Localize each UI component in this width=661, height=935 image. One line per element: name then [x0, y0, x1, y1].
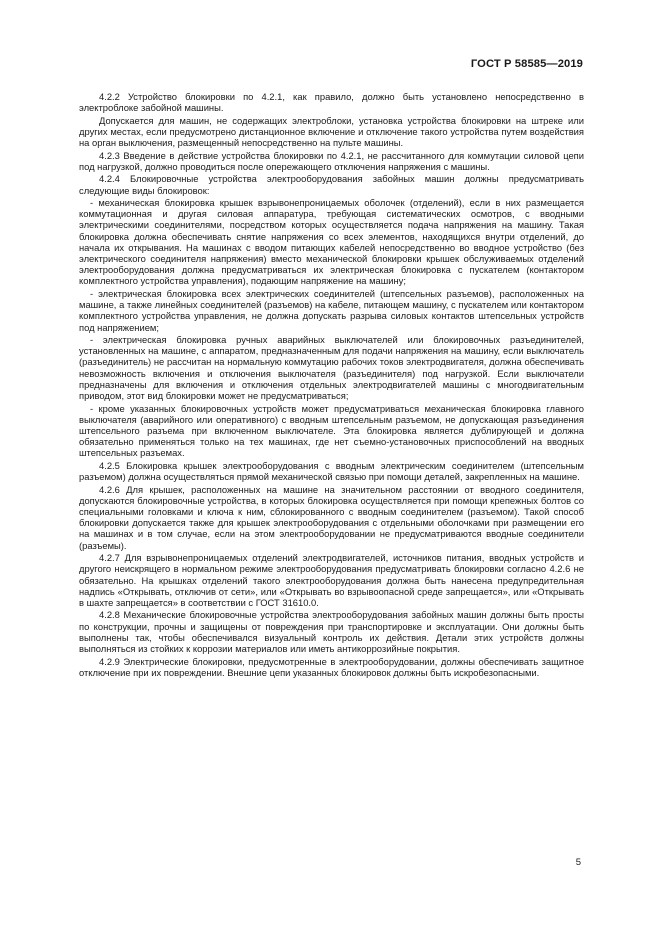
paragraph-4-2-2-note: Допускается для машин, не содержащих электроблоки, установка устройства блокировки на штреке или других местах, если предусмотрено дистанционное включение и отключение такого устройства путем воздействия на орган выключения, размещенный непосредственно на пульте машины. — [79, 114, 584, 149]
page-number: 5 — [575, 857, 581, 868]
paragraph-4-2-7: 4.2.7 Для взрывонепроницаемых отделений электродвигателей, источников питания, вводных устройств и другого неискрящего в нормальном режиме электрооборудования предусматривать блокировки согласно 4.2.6 не обязательно. На крышках отделений такого электрооборудования должна быть нанесена предупредительная надпись «Открывать, отключив от сети», или «Открывать во взрывоопасной среде запрещается», или «Открывать в шахте запрещается» в соответствии с ГОСТ 31610.0. — [79, 552, 584, 608]
list-item-switch-lock: - электрическая блокировка ручных аварийных выключателей или блокировочных разъединителей, установленных на машине, с аппаратом, предназначенным для подачи напряжения на машину, если выключатель (разъединитель) не рассчитан на нормальную коммутацию рабочих токов электродвигателя, должна обеспечивать невозможность включения и отключения выключателя (разъединителя) под нагрузкой. Если выключатели предназначены для включения и отключения отдельных электродвигателей машины с многодвигательным приводом, этот вид блокировки может не предусматриваться; — [79, 334, 584, 402]
paragraph-4-2-3: 4.2.3 Введение в действие устройства блокировки по 4.2.1, не рассчитанного для коммутации силовой цепи под нагрузкой, должно проводиться после опережающего отключения напряжения с машины. — [79, 149, 584, 172]
list-item-electrical-connector-lock: - электрическая блокировка всех электрических соединителей (штепсельных разъемов), расположенных на машине, а также линейных соединителей (разъемов) на кабеле, питающем машину, с пускателем или контактором комплектного устройства управления, не должна допускать разрыва силовых контактов штепсельных устройств под напряжением; — [79, 287, 584, 333]
paragraph-4-2-4: 4.2.4 Блокировочные устройства электрооборудования забойных машин должны предусматривать следующие виды блокировок: — [79, 173, 584, 196]
list-item-mechanical-lock: - механическая блокировка крышек взрывонепроницаемых оболочек (отделений), если в них размещается коммутационная и другая силовая аппаратура, требующая систематических осмотров, с вводными электрическими соединителями, посредством которых осуществляется подача напряжения на машину. Такая блокировка должна обеспечивать снятие напряжения со всех элементов, находящихся внутри отделений, до начала их открывания. На машинах с вводом питающих кабелей непосредственно во вводное устройство (без электрического соединителя напряжения) вместо механической блокировки крышек обслуживаемых отделений электрооборудования должна предусматриваться их электрическая блокировка с пускателем (контактором комплектного устройства управления), подающим напряжение на машину; — [79, 197, 584, 287]
paragraph-4-2-6: 4.2.6 Для крышек, расположенных на машине на значительном расстоянии от вводного соединителя, допускаются блокировочные устройства, в которых блокировка осуществляется при помощи крепежных болтов со специальными головками и ключа к ним, сблокированного с вводным соединителем (разъемом). Такой способ блокировки допускается также для крышек электрооборудования с отдельными оболочками при размещении его на машинах и в том случае, если на этом электрооборудовании не предусматриваются вводные соединители (разъемы). — [79, 483, 584, 551]
paragraph-4-2-9: 4.2.9 Электрические блокировки, предусмотренные в электрооборудовании, должны обеспечивать защитное отключение при их повреждении. Внешние цепи указанных блокировок должны быть искробезопасными. — [79, 655, 584, 678]
standard-code: ГОСТ Р 58585—2019 — [470, 58, 583, 70]
list-item-main-switch-lock: - кроме указанных блокировочных устройств может предусматриваться механическая блокировка главного выключателя (аварийного или оперативного) с вводным штепсельным разъемом, не допускающая разъединения штепсельного разъема при включенном выключателе. Эта блокировка является дублирующей и должна обязательно применяться только на тех машинах, где нет съемно-установочных приспособлений на вводных штепсельных разъемах. — [79, 402, 584, 459]
paragraph-4-2-2: 4.2.2 Устройство блокировки по 4.2.1, как правило, должно быть установлено непосредственно в электроблоке забойной машины. — [79, 91, 584, 114]
body-text — [79, 91, 584, 679]
paragraph-4-2-8: 4.2.8 Механические блокировочные устройства электрооборудования забойных машин должны быть просты по конструкции, прочны и защищены от повреждения при транспортировке и эксплуатации. Они должны быть выполнены так, чтобы обеспечивался визуальный контроль их действия. Детали этих устройств должны выполняться из стойких к коррозии материалов или иметь антикоррозийные покрытия. — [79, 609, 584, 655]
paragraph-4-2-5: 4.2.5 Блокировка крышек электрооборудования с вводным электрическим соединителем (штепсельным разъемом) должна осуществляться прямой механической связью при помощи деталей, закрепленных на машине. — [79, 459, 584, 483]
